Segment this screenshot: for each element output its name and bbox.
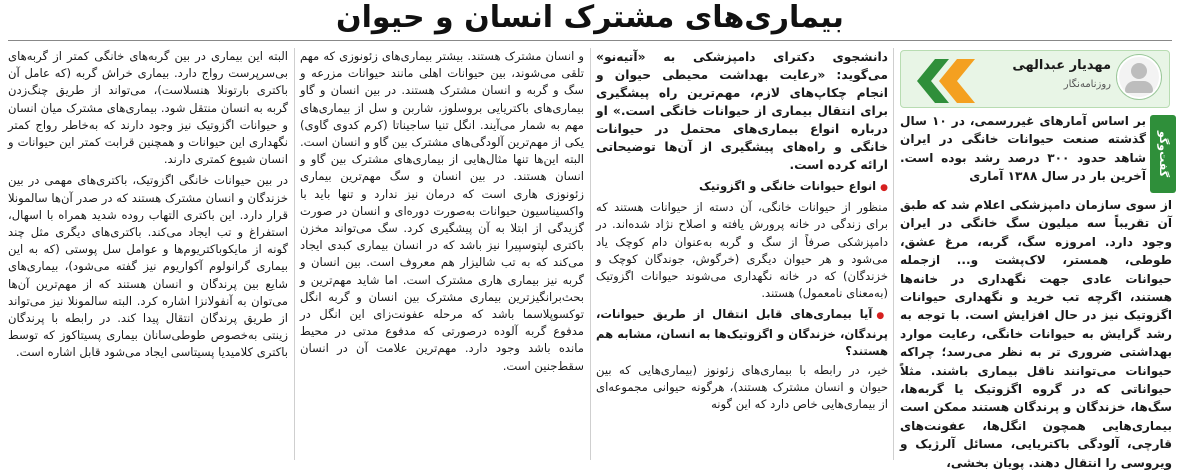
byline-box — [900, 50, 1170, 108]
intro-paragraph-short: بر اساس آمارهای غیررسمی، در ۱۰ سال گذشته صنعت حیوانات خانگی در ایران شاهد حدود ۳۰۰ درصد رشد بوده است. آخرین بار در سال ۱۳۸۸ آماری — [900, 114, 1146, 184]
headline-divider — [8, 40, 1172, 41]
lead-paragraph: دانشجوی دکترای دامپزشکی به «آتیه‌نو» می‌گوید: «رعایت بهداشت محیطی حیوان و انجام چکاپ‌های لازم، مهم‌ترین راه پیشگیری برای انتقال بیماری از حیوانات خانگی است.» او درباره انواع بیماری‌های محتمل در حیوانات خانگی و راه‌های پیشگیری از آن‌ها توضیحاتی ارائه کرده است. — [596, 50, 888, 172]
article-column-3 — [300, 48, 584, 462]
author-name: مهدیار عبدالهی — [1012, 58, 1111, 73]
answer-disease-question: خیر، در رابطه با بیماری‌های زئونوز (بیماری‌هایی که بین حیوان و انسان مشترک هستند)، هرگونه حیوانی مجموعه‌ای از بیماری‌هایی خاص دارد که این گونه — [596, 363, 888, 412]
author-role: روزنامه‌نگار — [1063, 79, 1111, 90]
column-divider — [590, 48, 591, 460]
intro-text-long — [900, 196, 1172, 470]
intro-text-short — [900, 112, 1146, 198]
answer-pet-types: منظور از حیوانات خانگی، آن دسته از حیوانات هستند که برای زندگی در خانه پرورش یافته و اصلاح نژاد شده‌اند. در دامپزشکی صرفاً از سگ و گربه به‌عنوان دام کوچک یاد می‌شود و هر حیوان دیگری (خرگوش، جوندگان کوچک و خزندگان) که در خانه نگهداری می‌شوند حیوانات اگزوتیک (به‌معنای نامعمول) هستند. — [596, 200, 888, 301]
article-column-2 — [596, 48, 888, 462]
headline: بیماری‌های مشترک انسان و حیوان — [336, 0, 844, 35]
intro-paragraph-long: از سوی سازمان دامپزشکی اعلام شد که طبق آن تقریباً سه میلیون سگ خانگی در ایران وجود دارد. امروزه سگ، گربه، مرغ عشق، طوطی، همستر، لاک‌پشت و... ازجمله حیوانات عادی جهت نگهداری در خانه‌ها هستند، اگرچه تب خرید و نگهداری حیوانات اگزوتیک نیز در حال افزایش است. با توجه به رشد گرایش به حیوانات خانگی، رعایت موارد بهداشتی ضروری تر به نظر می‌رسد؛ چراکه حیوانات می‌توانند ناقل بیماری باشند. مثلاً حیواناتی که در گروه اگزوتیک یا گربه‌ها، سگ‌ها، خزندگان و پرندگان هستند ممکن است بیماری‌هایی همچون انگل‌ها، عفونت‌های قارچی، آلودگی باکتریایی، مسائل آلرژیک و ویروسی را انتقال دهند. پویان بخشی، — [900, 198, 1172, 470]
column-divider — [893, 48, 894, 460]
body-paragraph: البته این بیماری در بین گربه‌های خانگی کمتر از گربه‌های بی‌سرپرست رواج دارد. بیماری خراش گربه (که عامل آن باکتری بارتونلا هنسلاست)، می‌تواند از طریق چنگ‌زدن گربه به انسان منتقل شود. بیماری‌های مشترک میان انسان و حیوانات اگزوتیک نیز وجود دارند که به‌خاطر رواج کمتر نگهداری این حیوانات و همچنین قرابت کمتر این حیوانات و انسان شیوع کمتری دارند. — [8, 49, 288, 167]
subheading-disease-question: ● آیا بیماری‌های قابل انتقال از طریق حیوانات، پرندگان، خزندگان و اگزوتیک‌ها به انسان، مشابه هم هستند؟ — [596, 306, 888, 360]
subheading-pet-types: ● انواع حیوانات خانگی و اگزوتیک — [596, 178, 888, 197]
article-column-4 — [8, 48, 288, 462]
body-paragraph: در بین حیوانات خانگی اگزوتیک، باکتری‌های مهمی در بین خزندگان و انسان مشترک هستند که در صدر آن‌ها سالمونلا قرار دارد. این باکتری التهاب روده شدید همراه با اسهال، استفراغ و تب ایجاد می‌کند. باکتری‌های دیگری مثل چند گونه از مایکوباکتریوم‌ها و عوامل سل پوستی (که به این بیماری گرانولوم آکواریوم نیز گفته می‌شود)، بیماری‌های شایع بین پرندگان و انسان هستند که از مهم‌ترین آن‌ها می‌توان به آنفولانزا اشاره کرد. البته سالمونلا نیز می‌تواند از طریق پرندگان انتقال پیدا کند. در رابطه با پرندگان زینتی به‌خصوص طوطی‌سانان بیماری پسیتاکوز که توسط باکتری کلامیدیا پسیتاسی ایجاد می‌شود قابل اشاره است. — [8, 173, 288, 360]
section-tag: گفت‌وگو — [1150, 115, 1176, 193]
column-divider — [294, 48, 295, 460]
author-avatar — [1117, 55, 1161, 99]
chevron-decoration-icon — [905, 59, 975, 103]
body-paragraph: و انسان مشترک هستند. بیشتر بیماری‌های زئونوزی که مهم تلقی می‌شوند، بین حیوانات اهلی مانند حیوانات مزرعه و سگ و گربه و انسان مشترک هستند. در بین انسان و گاو بیماری‌های باکتریایی بروسلوز، شاربن و سل از بیماری‌های مهم به شمار می‌آیند. انگل تنیا ساجیناتا (کرم کدوی گاوی) یکی از مهم‌ترین آلودگی‌های مشترک بین گاو و انسان است. البته این‌ها تنها مثال‌هایی از بیماری‌های مشترک بین گاو و انسان هستند. در بین انسان و سگ مهم‌ترین بیماری زئونوزی هاری است که درمان نیز ندارد و تنها باید با واکسیناسیون حیوانات به‌صورت دوره‌ای و انسان در صورت گزیدگی از ابتلا به آن پیشگیری کرد. سگ می‌تواند مخزن باکتری لپتوسپیرا نیز باشد که در انسان بیماری کبدی ایجاد می‌کند که به تب شالیزار هم معروف است. بین انسان و گربه نیز بیماری هاری مشترک است. اما شاید مهم‌ترین و بحث‌برانگیزترین بیماری مشترک بین انسان و گربه انگل توکسوپلاسما باشد که مرحله عفونت‌زای این انگل در مدفوع گربه آلوده درصورتی که مدفوع مدتی در محیط مانده باشد وجود دارد. مهم‌ترین علامت آن در انسان سقط‌جنین است. — [300, 49, 584, 373]
